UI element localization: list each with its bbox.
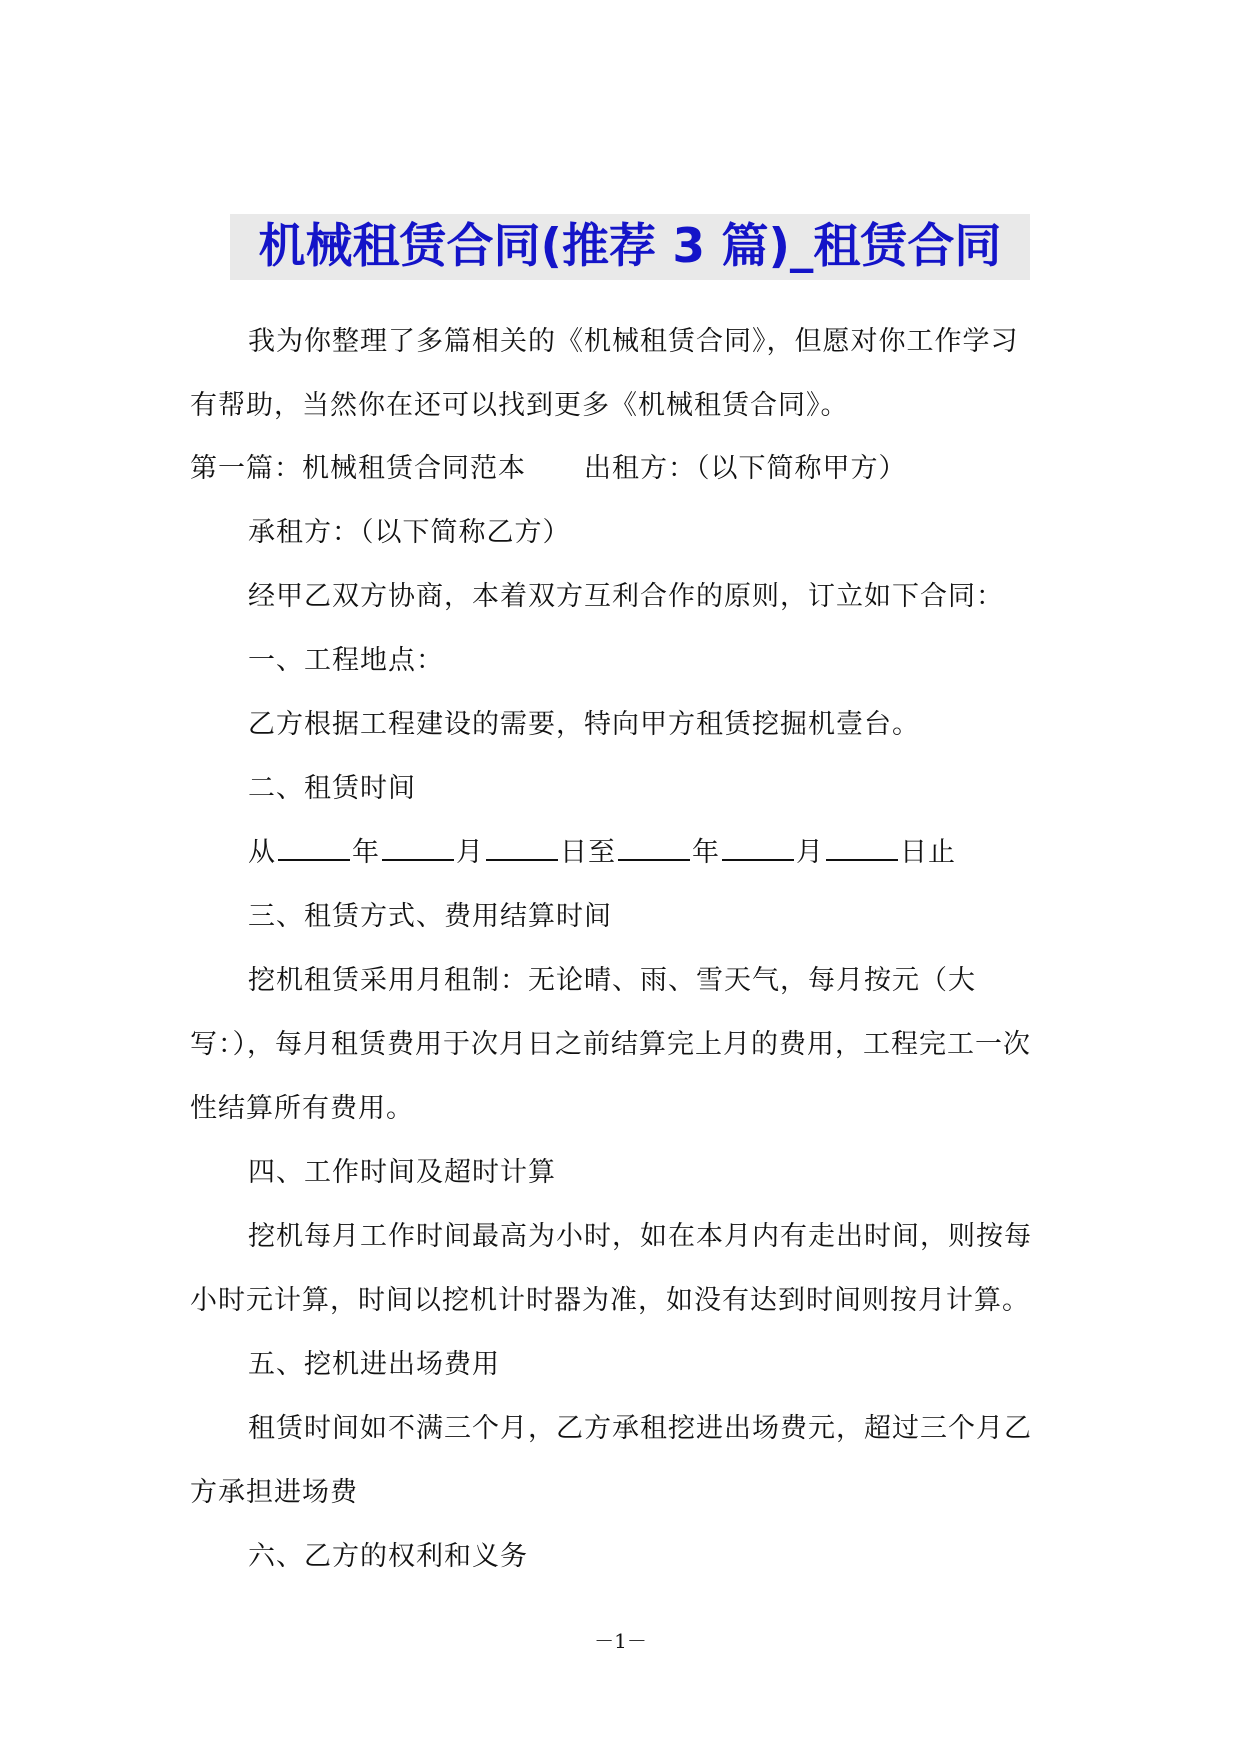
section-6-heading: 六、乙方的权利和义务	[248, 1541, 528, 1572]
section-1-text: 乙方根据工程建设的需要，特向甲方租赁挖掘机壹台。	[248, 709, 920, 740]
intro-line-2: 有帮助，当然你在还可以找到更多《机械租赁合同》。	[190, 390, 849, 421]
month-label-2: 月	[796, 837, 824, 868]
start-year-blank	[278, 833, 350, 861]
part-title-line	[190, 449, 907, 489]
lessee-label: 承租方：（以下简称乙方）	[248, 517, 571, 548]
document-title: 机械租赁合同(推荐 3 篇)_租赁合同	[258, 219, 1002, 274]
month-label: 月	[456, 837, 484, 868]
end-year-blank	[618, 833, 690, 861]
rental-period-line	[248, 833, 956, 873]
year-label: 年	[352, 837, 380, 868]
section-5-heading: 五、挖机进出场费用	[248, 1349, 500, 1380]
agreement-text: 经甲乙双方协商，本着双方互利合作的原则，订立如下合同：	[248, 581, 1004, 612]
section-5-text-2: 方承担进场费	[190, 1477, 358, 1508]
section-4-text-1: 挖机每月工作时间最高为小时，如在本月内有走出时间，则按每	[248, 1221, 1032, 1252]
section-2-heading: 二、租赁时间	[248, 773, 416, 804]
intro-line-1: 我为你整理了多篇相关的《机械租赁合同》，但愿对你工作学习	[248, 326, 1019, 357]
section-3-text-3: 性结算所有费用。	[190, 1093, 414, 1124]
section-1-heading: 一、工程地点：	[248, 645, 444, 676]
end-day-blank	[826, 833, 898, 861]
year-label-2: 年	[692, 837, 720, 868]
section-3-text-1: 挖机租赁采用月租制：无论晴、雨、雪天气，每月按元（大	[248, 965, 976, 996]
section-5-text-1: 租赁时间如不满三个月，乙方承租挖进出场费元，超过三个月乙	[248, 1413, 1032, 1444]
part-title: 第一篇：机械租赁合同范本	[190, 453, 526, 484]
start-month-blank	[382, 833, 454, 861]
end-month-blank	[722, 833, 794, 861]
start-day-blank	[486, 833, 558, 861]
from-label: 从	[248, 837, 276, 868]
day-to-label: 日至	[560, 837, 616, 868]
section-3-heading: 三、租赁方式、费用结算时间	[248, 901, 612, 932]
page-number: －1－	[594, 1629, 647, 1653]
title-highlight	[230, 214, 1030, 280]
section-3-text-2: 写：），每月租赁费用于次月日之前结算完上月的费用，工程完工一次	[190, 1029, 1031, 1060]
section-4-heading: 四、工作时间及超时计算	[248, 1157, 556, 1188]
section-4-text-2: 小时元计算，时间以挖机计时器为准，如没有达到时间则按月计算。	[190, 1285, 1030, 1316]
lessor-label: 出租方：（以下简称甲方）	[584, 453, 907, 484]
day-end-label: 日止	[900, 837, 956, 868]
